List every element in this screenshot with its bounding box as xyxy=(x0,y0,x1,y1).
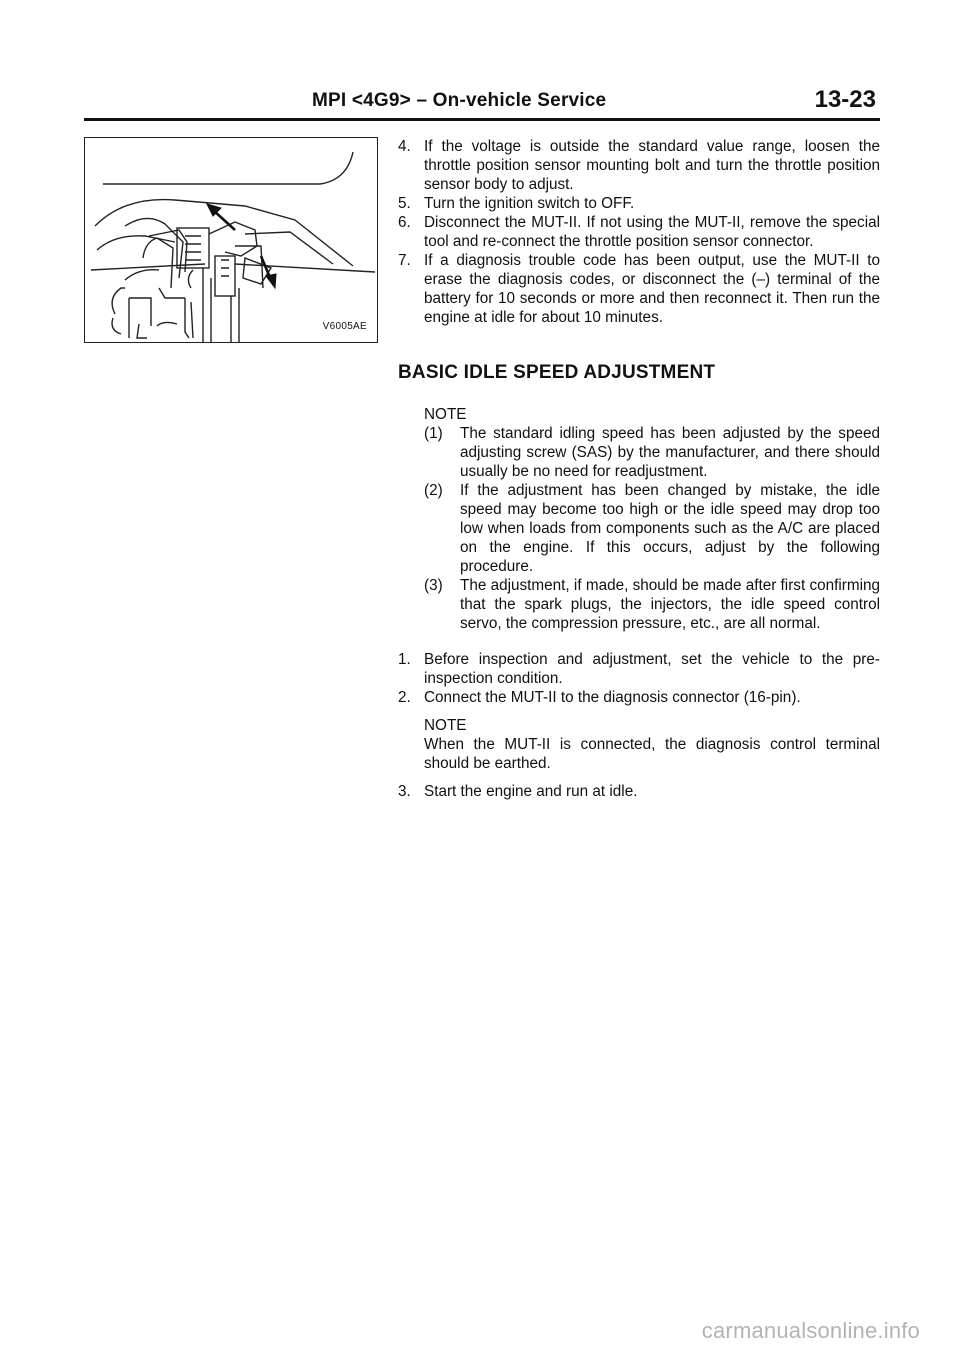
figure-code: V6005AE xyxy=(322,321,367,332)
list-item: 5. Turn the ignition switch to OFF. xyxy=(398,195,635,212)
throttle-position-sensor-drawing xyxy=(85,138,378,343)
notes-block xyxy=(398,405,880,633)
list-item: 6. Disconnect the MUT-II. If not using the MUT-II, remove the special tool and re-connect the throttle position sensor connector. xyxy=(398,214,880,250)
watermark: carmanualsonline.info xyxy=(701,1318,920,1343)
page-number: 13-23 xyxy=(814,86,876,113)
steps-top xyxy=(398,137,880,327)
section-heading: BASIC IDLE SPEED ADJUSTMENT xyxy=(398,362,716,383)
list-item: 1. Before inspection and adjustment, set the vehicle to the pre-inspection condition. xyxy=(398,651,880,687)
note-text: When the MUT-II is connected, the diagnosis control terminal should be earthed. xyxy=(424,736,880,772)
page-header xyxy=(84,86,880,120)
note-group xyxy=(398,405,880,633)
note-item: (2) If the adjustment has been changed by mistake, the idle speed may become too high or the idle speed may drop too low when loads from components such as the A/C are placed on the engine. If this occurs, adjust by the following procedure. xyxy=(424,482,880,575)
note-group xyxy=(398,716,880,773)
list-item: 2. Connect the MUT-II to the diagnosis connector (16-pin). xyxy=(398,689,801,706)
figure-throttle-sensor xyxy=(84,137,378,343)
page-title: MPI <4G9> – On-vehicle Service xyxy=(312,90,607,111)
list-item: 3. Start the engine and run at idle. xyxy=(398,783,638,800)
note-item: (3) The adjustment, if made, should be made after first confirming that the spark plugs, the injectors, the idle speed control servo, the compression pressure, etc., are all normal. xyxy=(424,577,881,632)
header-rule xyxy=(84,118,880,121)
note-label: NOTE xyxy=(424,717,467,734)
note-item: (1) The standard idling speed has been adjusted by the speed adjusting screw (SAS) by the manufacturer, and there should usually be no need for readjustment. xyxy=(424,425,880,480)
steps-bottom xyxy=(398,650,880,801)
list-item: 4. If the voltage is outside the standard value range, loosen the throttle position sensor mounting bolt and turn the throttle position sensor body to adjust. xyxy=(398,138,880,193)
list-item: 7. If a diagnosis trouble code has been output, use the MUT-II to erase the diagnosis codes, or disconnect the (–) terminal of the battery for 10 seconds or more and then reconnect it. Then run the engine at idle for about 10 minutes. xyxy=(398,252,880,326)
note-label: NOTE xyxy=(424,406,467,423)
